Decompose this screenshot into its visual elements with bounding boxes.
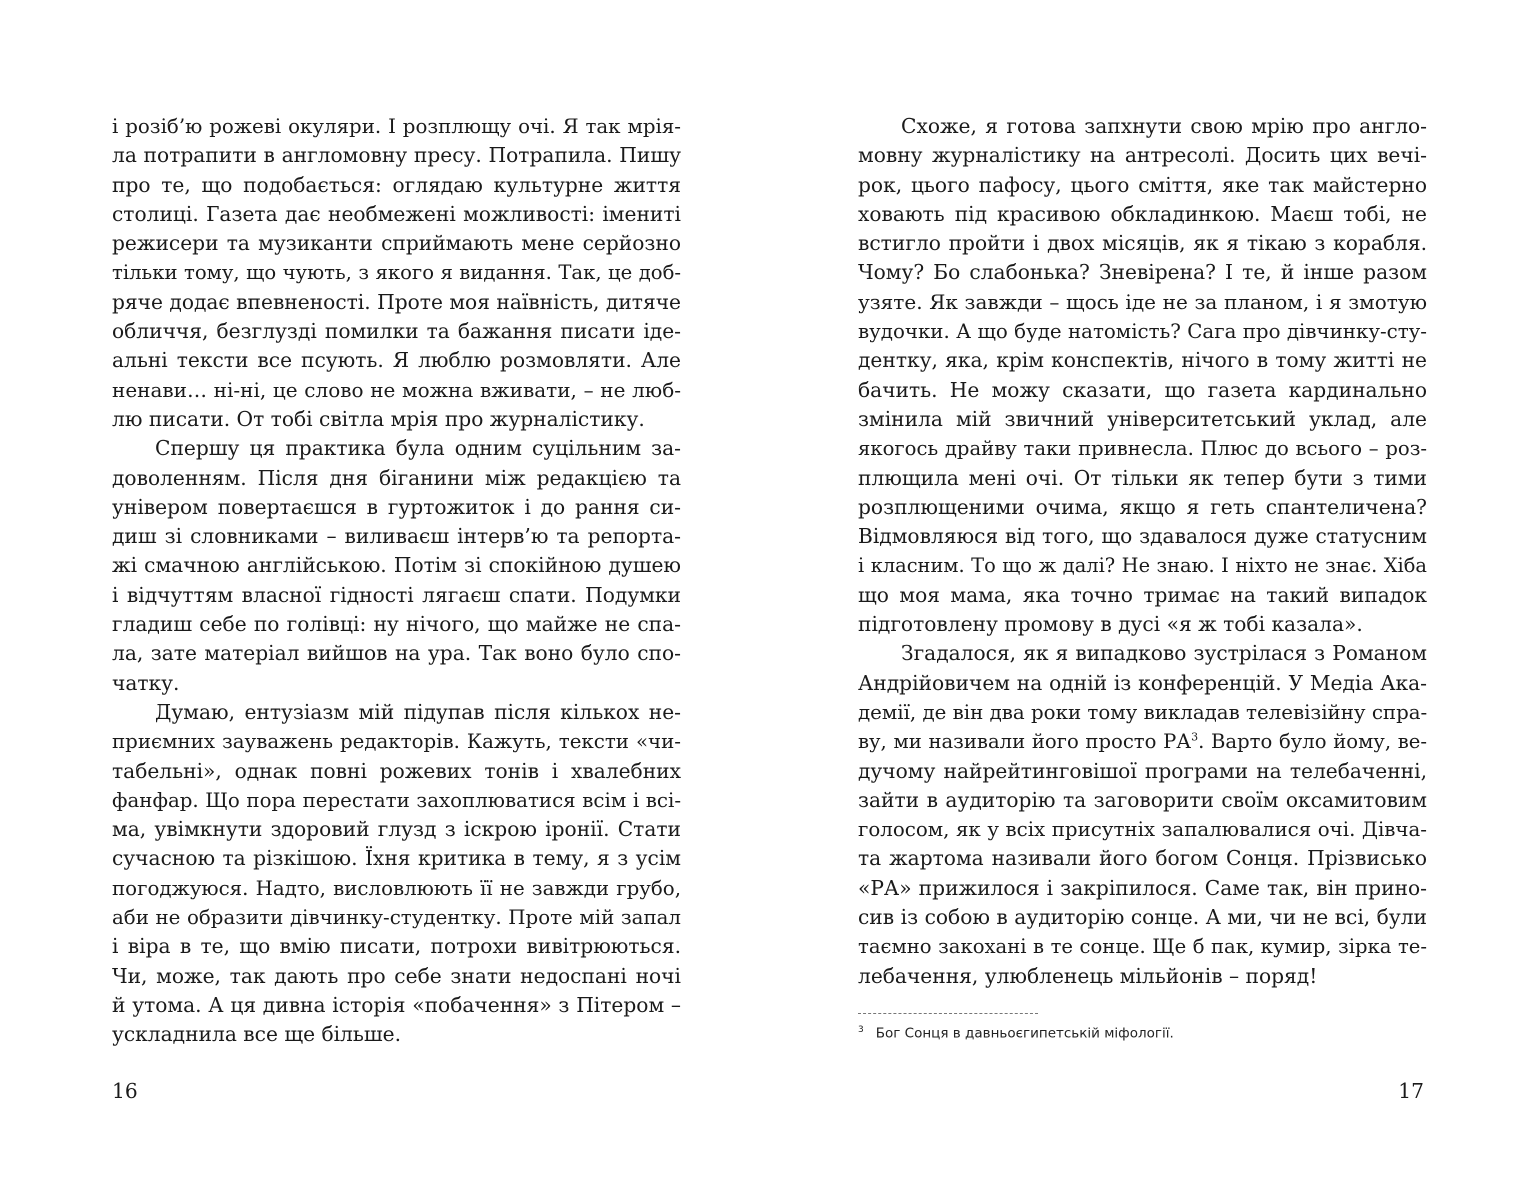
text-line: і відчуттям власної гідності лягаєш спати. Подумки	[112, 582, 681, 607]
text-line: змінила мій звичний університетський уклад, але	[858, 406, 1427, 431]
left-page-text	[112, 112, 681, 1050]
text-line: обличчя, безглузді помилки та бажання писати іде-	[112, 319, 681, 344]
text-line: вудочки. А що буде натомість? Сага про дівчинку-сту-	[858, 320, 1427, 344]
text-line: мовну журналістику на антресолі. Досить цих вечі-	[858, 143, 1427, 168]
text-line: рок, цього пафосу, цього сміття, яке так майстерно	[858, 172, 1427, 197]
text-line: Андрійовичем на одній із конференцій. У Медіа Ака-	[858, 670, 1427, 695]
text-line: узяте. Як завжди – щось іде не за планом, і я змотую	[858, 289, 1427, 314]
text-line: диш зі словниками – виливаєш інтерв’ю та репорта-	[112, 524, 681, 549]
text-line: встигло пройти і двох місяців, як я тікаю з корабля.	[858, 231, 1427, 256]
text-line: «РА» прижилося і закріпилося. Саме так, він прино-	[858, 875, 1427, 900]
text-line: фанфар. Що пора перестати захоплюватися всім і всі-	[112, 788, 681, 812]
text-line: Чи, може, так дають про себе знати недоспані ночі	[112, 963, 681, 988]
text-line: лебачення, улюбленець мільйонів – поряд!	[858, 963, 1318, 988]
text-line: дучому найрейтинговішої програми на телебаченні,	[858, 758, 1427, 783]
text-line: дентку, яка, крім конспектів, нічого в тому житті не	[858, 348, 1427, 373]
text-line: плющила мені очі. От тільки як тепер бути з тими	[858, 465, 1427, 490]
text-fragment: ву, ми називали його просто РА	[858, 730, 1192, 754]
text-fragment: . Варто було йому, ве-	[1198, 730, 1427, 754]
footnote-text: Бог Сонця в давньоєгипетській міфології.	[875, 1025, 1174, 1042]
text-line: якогось драйву таки привнесла. Плюс до всього – роз-	[858, 437, 1427, 461]
footnote-reference: 3	[1191, 730, 1199, 744]
text-line: що моя мама, яка точно тримає на такий випадок	[858, 582, 1427, 607]
text-line: та жартома називали його богом Сонця. Прізвисько	[858, 846, 1427, 871]
footnote	[858, 1025, 1174, 1042]
text-line: сучасною та різкішою. Їхня критика в тему, я з усім	[112, 846, 681, 871]
text-line: бачить. Не можу сказати, що газета кардинально	[858, 377, 1427, 402]
text-line: ла, зате матеріал вийшов на ура. Так воно було спо-	[112, 641, 681, 666]
text-line: аби не образити дівчинку-студентку. Проте мій запал	[112, 906, 681, 930]
text-line: лю писати. От тобі світла мрія про журналістику.	[112, 406, 645, 431]
text-line: гладиш себе по голівці: ну нічого, що майже не спа-	[112, 612, 681, 637]
text-line: і розіб’ю рожеві окуляри. І розплющу очі. Я так мрія-	[112, 115, 681, 138]
footnote-number: 3	[858, 1025, 864, 1035]
text-line: Відмовляюся від того, що здавалося дуже статусним	[858, 524, 1427, 549]
text-line: таємно закохані в те сонце. Ще б пак, кумир, зірка те-	[858, 935, 1427, 959]
text-line: чатку.	[112, 670, 180, 695]
text-line: і віра в те, що вмію писати, потрохи вивітрюються.	[112, 934, 681, 959]
text-line: ненави… ні-ні, це слово не можна вживати, – не люб-	[112, 377, 681, 402]
text-line: ла потрапити в англомовну пресу. Потрапила. Пишу	[112, 143, 681, 168]
footnote-separator	[858, 1013, 1038, 1014]
text-line: універом повертаєшся в гуртожиток і до рання си-	[112, 494, 681, 519]
text-line: жі смачною англійською. Потім зі спокійною душею	[112, 553, 681, 578]
right-page-text	[858, 112, 1427, 991]
text-line: погоджуюся. Надто, висловлюють її не завжди грубо,	[112, 876, 681, 900]
text-line: ускладнила все ще більше.	[112, 1022, 402, 1047]
text-line: Чому? Бо слабонька? Зневірена? І те, й інше разом	[858, 260, 1427, 285]
text-line: альні тексти все псують. Я люблю розмовляти. Але	[112, 348, 681, 373]
text-line: і класним. То що ж далі? Не знаю. І ніхто не знає. Хіба	[858, 554, 1427, 578]
text-line: Схоже, я готова запхнути свою мрію про англо-	[901, 114, 1427, 138]
text-line: сив із собою в аудиторію сонце. А ми, чи не всі, були	[858, 905, 1427, 930]
text-line: табельні», однак повні рожевих тонів і хвалебних	[112, 758, 681, 783]
text-line: Згадалося, як я випадково зустрілася з Романом	[901, 641, 1427, 666]
text-line: підготовлену промову в дусі «я ж тобі казала».	[858, 612, 1363, 637]
text-line: тільки тому, що чують, з якого я видання. Так, це доб-	[112, 261, 681, 285]
text-line: Думаю, ентузіазм мій підупав після кількох не-	[155, 699, 681, 724]
text-line: приємних зауважень редакторів. Кажуть, тексти «чи-	[112, 730, 681, 754]
text-line: Спершу ця практика була одним суцільним за-	[155, 436, 681, 461]
text-line: й утома. А ця дивна історія «побачення» з Пітером –	[112, 992, 681, 1017]
text-line: зайти в аудиторію та заговорити своїм оксамитовим	[858, 787, 1427, 812]
text-line: доволенням. Після дня біганини між редакцією та	[112, 465, 681, 490]
text-line: демії, де він два роки тому викладав телевізійну спра-	[858, 700, 1428, 724]
text-line: голосом, як у всіх присутніх запалювалися очі. Дівча-	[858, 818, 1427, 842]
text-line: ряче додає впевненості. Проте моя наївність, дитяче	[112, 289, 681, 314]
right-page	[768, 0, 1536, 1182]
text-line: ховають під красивою обкладинкою. Маєш тобі, не	[858, 201, 1427, 226]
text-line: режисери та музиканти сприймають мене серйозно	[112, 231, 681, 256]
text-line: про те, що подобається: оглядаю культурне життя	[112, 172, 681, 197]
text-line: ма, увімкнути здоровий глузд з іскрою іронії. Стати	[112, 817, 681, 842]
text-line-with-footnote	[858, 727, 1427, 756]
page-number: 16	[112, 1079, 138, 1103]
text-line: розплющеними очима, якщо я геть спантеличена?	[858, 494, 1427, 519]
page-number: 17	[1398, 1079, 1424, 1103]
text-line: столиці. Газета дає необмежені можливості: імениті	[112, 201, 681, 226]
